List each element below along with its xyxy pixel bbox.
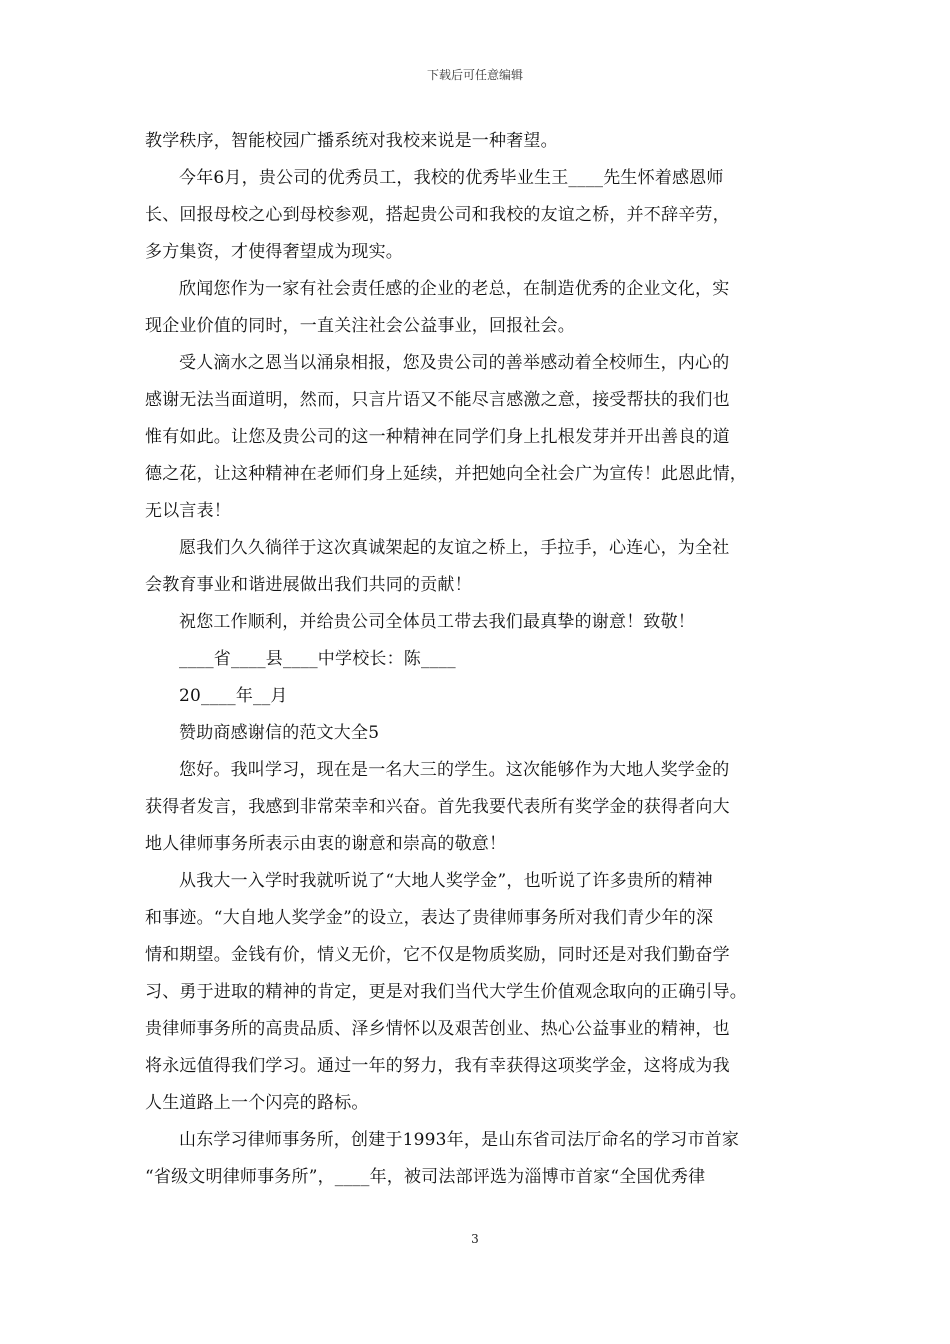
text-line: 情和期望。金钱有价，情义无价，它不仅是物质奖励，同时还是对我们勤奋学	[145, 945, 730, 965]
text-line: 会教育事业和谐进展做出我们共同的贡献！	[145, 575, 472, 595]
text-line: 赞助商感谢信的范文大全5	[179, 723, 380, 743]
text-line: 将永远值得我们学习。通过一年的努力，我有幸获得这项奖学金，这将成为我	[145, 1056, 730, 1076]
text-line: 受人滴水之恩当以涌泉相报，您及贵公司的善举感动着全校师生，内心的	[179, 353, 730, 373]
text-line: 山东学习律师事务所，创建于1993年，是山东省司法厅命名的学习市首家	[179, 1130, 740, 1150]
text-line: 感谢无法当面道明，然而，只言片语又不能尽言感激之意，接受帮扶的我们也	[145, 390, 730, 410]
text-line: 贵律师事务所的高贵品质、泽乡情怀以及艰苦创业、热心公益事业的精神，也	[145, 1019, 730, 1039]
text-line: 愿我们久久徜徉于这次真诚架起的友谊之桥上，手拉手，心连心，为全社	[179, 538, 730, 558]
text-line: 今年6月，贵公司的优秀员工，我校的优秀毕业生王____先生怀着感恩师	[179, 168, 724, 188]
text-line: 现企业价值的同时，一直关注社会公益事业，回报社会。	[145, 316, 575, 336]
text-line: 20____年__月	[179, 686, 288, 706]
text-line: 人生道路上一个闪亮的路标。	[145, 1093, 369, 1113]
text-line: “省级文明律师事务所”，____年，被司法部评选为淄博市首家“全国优秀律	[145, 1167, 706, 1187]
text-line: 获得者发言，我感到非常荣幸和兴奋。首先我要代表所有奖学金的获得者向大	[145, 797, 730, 817]
text-line: 地人律师事务所表示由衷的谢意和崇高的敬意！	[145, 834, 507, 854]
text-line: 欣闻您作为一家有社会责任感的企业的老总，在制造优秀的企业文化，实	[179, 279, 730, 299]
page-number: 3	[471, 1232, 479, 1246]
text-line: 长、回报母校之心到母校参观，搭起贵公司和我校的友谊之桥，并不辞辛劳，	[145, 205, 730, 225]
text-line: 无以言表！	[145, 501, 231, 521]
text-line: 多方集资，才使得奢望成为现实。	[145, 242, 403, 262]
text-line: 祝您工作顺利，并给贵公司全体员工带去我们最真挚的谢意！致敬！	[179, 612, 695, 632]
text-line: 惟有如此。让您及贵公司的这一种精神在同学们身上扎根发芽并开出善良的道	[145, 427, 730, 447]
text-line: 教学秩序，智能校园广播系统对我校来说是一种奢望。	[145, 131, 558, 151]
text-line: 从我大一入学时我就听说了“大地人奖学金”，也听说了许多贵所的精神	[179, 871, 713, 891]
text-line: ____省____县____中学校长：陈____	[179, 649, 456, 669]
text-line: 和事迹。“大自地人奖学金”的设立，表达了贵律师事务所对我们青少年的深	[145, 908, 714, 928]
text-line: 德之花，让这种精神在老师们身上延续，并把她向全社会广为宣传！此恩此情，	[145, 464, 747, 484]
text-line: 习、勇于进取的精神的肯定，更是对我们当代大学生价值观念取向的正确引导。	[145, 982, 747, 1002]
page-header: 下载后可任意编辑	[426, 68, 523, 82]
text-line: 您好。我叫学习，现在是一名大三的学生。这次能够作为大地人奖学金的	[179, 760, 730, 780]
document-body	[145, 123, 810, 1196]
